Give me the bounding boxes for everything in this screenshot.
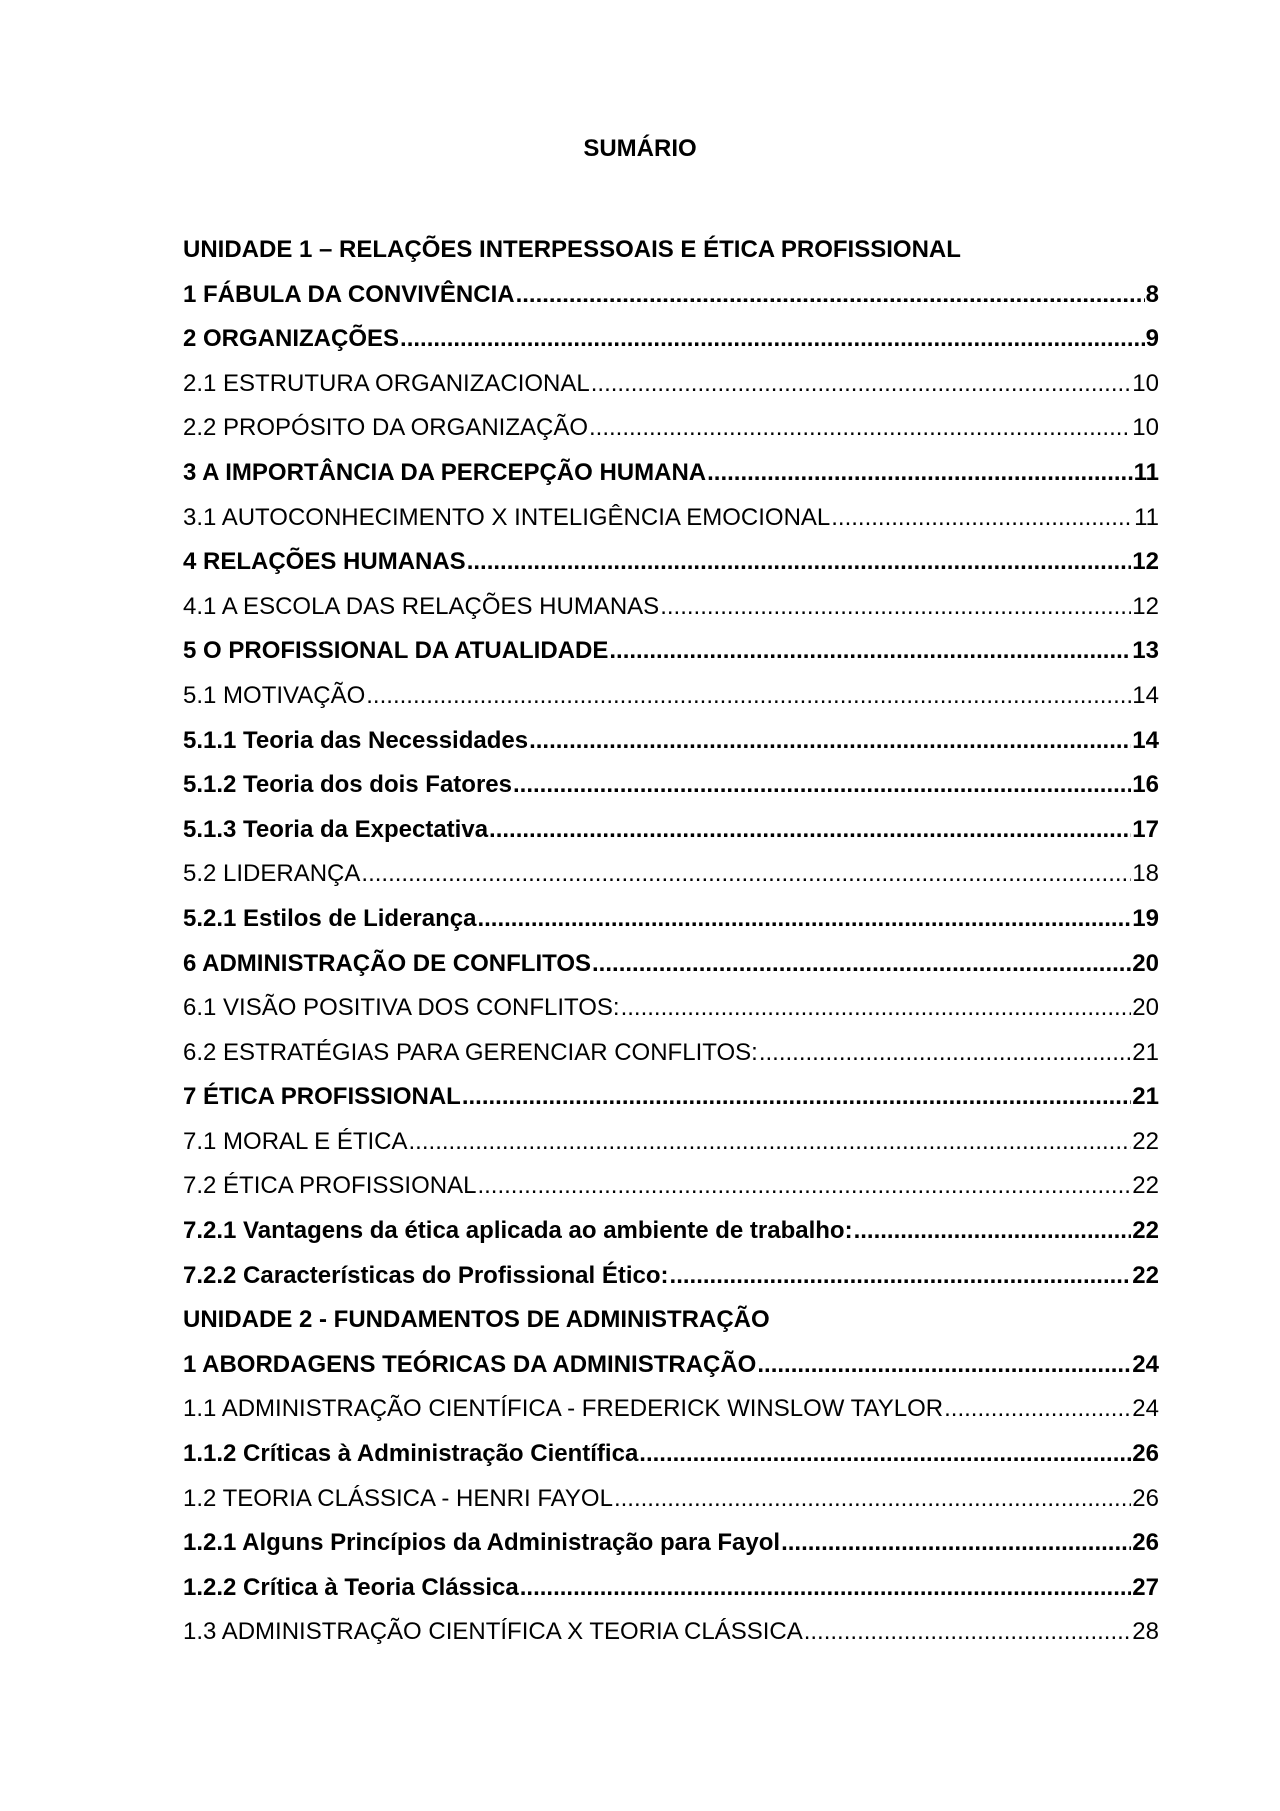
toc-dot-leader	[639, 1439, 1131, 1469]
toc-page-number: 22	[1132, 1127, 1159, 1155]
toc-page-number: 8	[1145, 280, 1159, 308]
page-title: SUMÁRIO	[583, 135, 697, 162]
toc-entry-label: 7.2 ÉTICA PROFISSIONAL	[183, 1172, 477, 1200]
toc-entry-label: 5.1.3 Teoria da Expectativa	[183, 815, 489, 843]
toc-entry-label: 6.2 ESTRATÉGIAS PARA GERENCIAR CONFLITOS:	[183, 1038, 758, 1066]
toc-dot-leader	[477, 1171, 1131, 1201]
toc-dot-leader	[660, 592, 1131, 622]
toc-entry-label: 4.1 A ESCOLA DAS RELAÇÕES HUMANAS	[183, 592, 660, 620]
toc-dot-leader	[781, 1528, 1131, 1558]
toc-entry[interactable]	[183, 770, 1159, 815]
toc-dot-leader	[759, 1038, 1131, 1068]
toc-entry-label: 5 O PROFISSIONAL DA ATUALIDADE	[183, 637, 609, 665]
toc-entry[interactable]	[183, 1038, 1159, 1083]
toc-page-number: 11	[1134, 503, 1159, 531]
toc-page-number: 9	[1145, 325, 1159, 353]
toc-page-number: 28	[1132, 1618, 1159, 1646]
toc-unit-heading	[183, 1305, 1159, 1350]
toc-page-number: 11	[1133, 458, 1159, 486]
toc-page-number: 20	[1132, 994, 1159, 1022]
toc-page-number: 26	[1132, 1440, 1159, 1468]
toc-entry-label: UNIDADE 2 - FUNDAMENTOS DE ADMINISTRAÇÃO	[183, 1306, 770, 1334]
toc-entry-label: 6.1 VISÃO POSITIVA DOS CONFLITOS:	[183, 994, 620, 1022]
toc-entry[interactable]	[183, 1394, 1159, 1439]
toc-page-number: 10	[1132, 369, 1159, 397]
toc-page-number: 10	[1132, 414, 1159, 442]
toc-dot-leader	[670, 1261, 1132, 1291]
toc-entry-label: 7.1 MORAL E ÉTICA	[183, 1127, 408, 1155]
toc-page-number: 17	[1132, 815, 1159, 843]
toc-dot-leader	[614, 1484, 1131, 1514]
toc-entry[interactable]	[183, 413, 1159, 458]
toc-page-number: 18	[1132, 860, 1159, 888]
toc-dot-leader	[589, 413, 1131, 443]
toc-page-number: 14	[1132, 681, 1159, 709]
toc-page-number: 12	[1132, 548, 1159, 576]
toc-entry[interactable]	[183, 1350, 1159, 1395]
toc-entry-label: 1.3 ADMINISTRAÇÃO CIENTÍFICA X TEORIA CLÁSSICA	[183, 1618, 803, 1646]
toc-dot-leader	[804, 1617, 1132, 1647]
toc-entry-label: 6 ADMINISTRAÇÃO DE CONFLITOS	[183, 949, 592, 977]
toc-entry[interactable]	[183, 1617, 1159, 1662]
toc-entry[interactable]	[183, 1484, 1159, 1529]
toc-page-number: 22	[1132, 1217, 1159, 1245]
toc-dot-leader	[361, 859, 1131, 889]
toc-entry-label: 5.1.1 Teoria das Necessidades	[183, 726, 529, 754]
toc-entry-label: 1.2.2 Crítica à Teoria Clássica	[183, 1573, 519, 1601]
toc-dot-leader	[944, 1394, 1131, 1424]
toc-entry-label: 4 RELAÇÕES HUMANAS	[183, 548, 466, 576]
toc-entry-label: 2 ORGANIZAÇÕES	[183, 325, 400, 353]
toc-entry-label: 5.1 MOTIVAÇÃO	[183, 681, 366, 709]
toc-dot-leader	[520, 1573, 1132, 1603]
toc-entry-label: 3 A IMPORTÂNCIA DA PERCEPÇÃO HUMANA	[183, 458, 707, 486]
toc-dot-leader	[400, 324, 1145, 354]
toc-entry[interactable]	[183, 681, 1159, 726]
toc-entry-label: 5.2 LIDERANÇA	[183, 860, 361, 888]
toc-entry-label: 3.1 AUTOCONHECIMENTO X INTELIGÊNCIA EMOCIONAL	[183, 503, 831, 531]
toc-entry-label: UNIDADE 1 – RELAÇÕES INTERPESSOAIS E ÉTICA PROFISSIONAL	[183, 236, 961, 263]
toc-dot-leader	[489, 815, 1131, 845]
toc-entry[interactable]	[183, 726, 1159, 771]
toc-page-number: 14	[1132, 726, 1159, 754]
toc-entry-label: 2.2 PROPÓSITO DA ORGANIZAÇÃO	[183, 414, 588, 442]
toc-page-number: 24	[1132, 1350, 1159, 1378]
toc-dot-leader	[621, 993, 1132, 1023]
toc-entry[interactable]	[183, 859, 1159, 904]
toc-entry[interactable]	[183, 993, 1159, 1038]
toc-dot-leader	[707, 458, 1133, 488]
toc-page-number: 16	[1132, 771, 1159, 799]
toc-entry-label: 1 FÁBULA DA CONVIVÊNCIA	[183, 280, 515, 308]
toc-dot-leader	[609, 636, 1131, 666]
toc-entry-label: 1.2.1 Alguns Princípios da Administração para Fayol	[183, 1529, 781, 1557]
toc-page-number: 20	[1132, 949, 1159, 977]
toc-entry[interactable]	[183, 1171, 1159, 1216]
toc-entry[interactable]	[183, 1528, 1159, 1573]
table-of-contents	[183, 235, 1159, 1662]
toc-entry-label: 5.1.2 Teoria dos dois Fatores	[183, 771, 512, 799]
toc-entry-label: 1 ABORDAGENS TEÓRICAS DA ADMINISTRAÇÃO	[183, 1350, 757, 1378]
toc-entry[interactable]	[183, 1082, 1159, 1127]
toc-entry-label: 5.2.1 Estilos de Liderança	[183, 904, 477, 932]
toc-entry[interactable]	[183, 949, 1159, 994]
toc-entry-label: 7 ÉTICA PROFISSIONAL	[183, 1083, 461, 1111]
toc-dot-leader	[366, 681, 1131, 711]
toc-dot-leader	[757, 1350, 1131, 1380]
toc-page-number: 12	[1132, 592, 1159, 620]
toc-page-number: 19	[1132, 904, 1159, 932]
toc-entry[interactable]	[183, 324, 1159, 369]
toc-entry[interactable]	[183, 1261, 1159, 1306]
toc-entry-label: 7.2.2 Características do Profissional Ético:	[183, 1261, 669, 1289]
toc-dot-leader	[591, 369, 1132, 399]
toc-entry[interactable]	[183, 1216, 1159, 1261]
toc-unit-heading	[183, 235, 1159, 280]
toc-page-number: 27	[1132, 1573, 1159, 1601]
toc-entry[interactable]	[183, 369, 1159, 414]
toc-dot-leader	[409, 1127, 1132, 1157]
toc-entry-label: 1.1.2 Críticas à Administração Científica	[183, 1440, 639, 1468]
toc-page-number: 26	[1132, 1484, 1159, 1512]
toc-dot-leader	[831, 503, 1133, 533]
toc-dot-leader	[462, 1082, 1131, 1112]
toc-entry-label: 1.1 ADMINISTRAÇÃO CIENTÍFICA - FREDERICK WINSLOW TAYLOR	[183, 1395, 944, 1423]
toc-entry-label: 2.1 ESTRUTURA ORGANIZACIONAL	[183, 369, 590, 397]
toc-page-number: 24	[1132, 1395, 1159, 1423]
toc-dot-leader	[854, 1216, 1132, 1246]
toc-dot-leader	[529, 726, 1131, 756]
toc-page-number: 21	[1132, 1038, 1159, 1066]
toc-page-number: 22	[1132, 1261, 1159, 1289]
toc-page-number: 22	[1132, 1172, 1159, 1200]
toc-entry[interactable]	[183, 1439, 1159, 1484]
toc-page-number: 26	[1132, 1529, 1159, 1557]
toc-entry[interactable]	[183, 636, 1159, 681]
toc-entry-label: 1.2 TEORIA CLÁSSICA - HENRI FAYOL	[183, 1484, 613, 1512]
toc-entry[interactable]	[183, 815, 1159, 860]
toc-dot-leader	[513, 770, 1131, 800]
toc-dot-leader	[516, 280, 1145, 310]
toc-dot-leader	[477, 904, 1131, 934]
toc-entry[interactable]	[183, 592, 1159, 637]
toc-dot-leader	[592, 949, 1131, 979]
toc-entry[interactable]	[183, 503, 1159, 548]
toc-page-number: 21	[1132, 1083, 1159, 1111]
toc-entry[interactable]	[183, 1573, 1159, 1618]
toc-entry[interactable]	[183, 547, 1159, 592]
toc-page-number: 13	[1132, 637, 1159, 665]
toc-entry[interactable]	[183, 904, 1159, 949]
toc-entry[interactable]	[183, 280, 1159, 325]
toc-entry-label: 7.2.1 Vantagens da ética aplicada ao ambiente de trabalho:	[183, 1217, 853, 1245]
toc-entry[interactable]	[183, 1127, 1159, 1172]
toc-entry[interactable]	[183, 458, 1159, 503]
toc-dot-leader	[467, 547, 1132, 577]
